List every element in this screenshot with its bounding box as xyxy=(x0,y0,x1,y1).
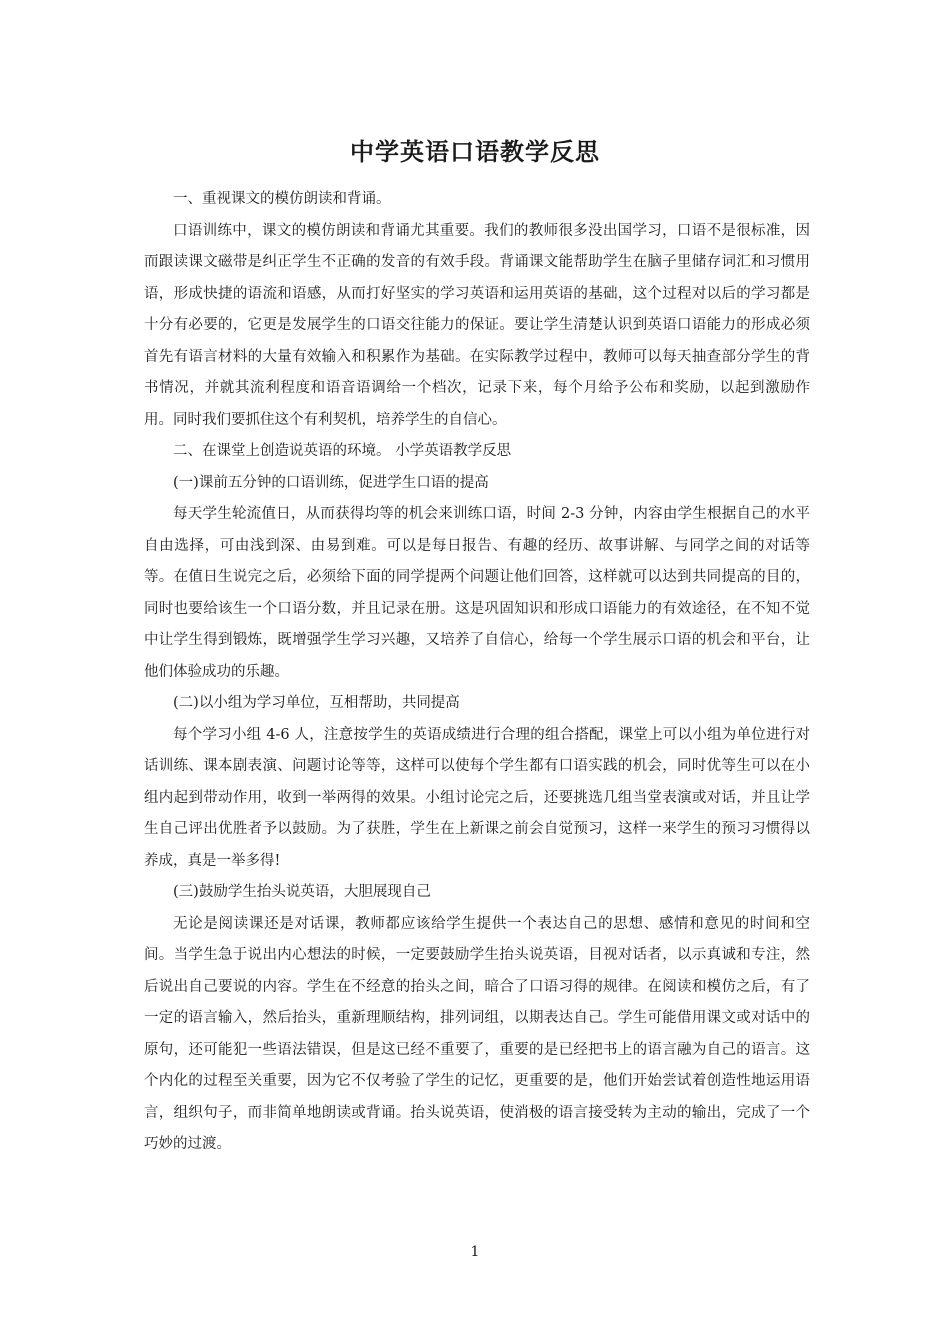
document-title: 中学英语口语教学反思 xyxy=(350,137,600,166)
paragraph: 二、在课堂上创造说英语的环境。 小学英语教学反思 xyxy=(173,443,512,459)
paragraph: (三)鼓励学生抬头说英语，大胆展现自己 xyxy=(173,884,431,900)
paragraph: 口语训练中，课文的模仿朗读和背诵尤其重要。我们的教师很多没出国学习，口语不是很标准，因而跟读课文磁带是纠正学生不正确的发音的有效手段。背诵课文能帮助学生在脑子里储存词汇和习惯用语，形成快捷的语流和语感，从而打好坚实的学习英语和运用英语的基础，这个过程对以后的学习都是十分有必要的，它更是发展学生的口语交往能力的保证。要让学生清楚认识到英语口语能力的形成必须首先有语言材料的大量有效输入和积累作为基础。在实际教学过程中，教师可以每天抽查部分学生的背书情况，并就其流利程度和语音语调给一个档次，记录下来，每个月给予公布和奖励，以起到激励作用。同时我们要抓住这个有利契机，培养学生的自信心。 xyxy=(144,222,810,428)
paragraph: (二)以小组为学习单位，互相帮助，共同提高 xyxy=(173,695,460,711)
page-number: 1 xyxy=(470,1244,480,1260)
paragraph: (一)课前五分钟的口语训练，促进学生口语的提高 xyxy=(173,474,489,491)
paragraph: 每天学生轮流值日，从而获得均等的机会来训练口语，时间 2-3 分钟，内容由学生根据自己的水平自由选择，可由浅到深、由易到难。可以是每日报告、有趣的经历、故事讲解、与同学之间的对话等等。在值日生说完之后，必须给下面的同学提两个问题让他们回答，这样就可以达到共同提高的目的，同时也要给该生一个口语分数，并且记录在册。这是巩固知识和形成口语能力的有效途径，在不知不觉中让学生得到锻炼，既增强学生学习兴趣，又培养了自信心，给每一个学生展示口语的机会和平台，让他们体验成功的乐趣。 xyxy=(144,506,810,680)
document-body xyxy=(144,184,810,1161)
paragraph: 每个学习小组 4-6 人，注意按学生的英语成绩进行合理的组合搭配，课堂上可以小组为单位进行对话训练、课本剧表演、问题讨论等等，这样可以使每个学生都有口语实践的机会，同时优等生可以在小组内起到带动作用，收到一举两得的效果。小组讨论完之后，还要挑选几组当堂表演或对话，并且让学生自己评出优胜者予以鼓励。为了获胜，学生在上新课之前会自觉预习，这样一来学生的预习习惯得以养成，真是一举多得! xyxy=(144,726,810,869)
paragraph: 无论是阅读课还是对话课，教师都应该给学生提供一个表达自己的思想、感情和意见的时间和空间。当学生急于说出内心想法的时候，一定要鼓励学生抬头说英语，目视对话者，以示真诚和专注，然后说出自己要说的内容。学生在不经意的抬头之间，暗合了口语习得的规律。在阅读和模仿之后，有了一定的语言输入，然后抬头，重新理顺结构，排列词组，以期表达自己。学生可能借用课文或对话中的原句，还可能犯一些语法错误，但是这已经不重要了，重要的是已经把书上的语言融为自己的语言。这个内化的过程至关重要，因为它不仅考验了学生的记忆，更重要的是，他们开始尝试着创造性地运用语言，组织句子，而非简单地朗读或背诵。抬头说英语，使消极的语言接受转为主动的输出，完成了一个巧妙的过渡。 xyxy=(144,915,810,1152)
paragraph: 一、重视课文的模仿朗读和背诵。 xyxy=(173,191,391,207)
